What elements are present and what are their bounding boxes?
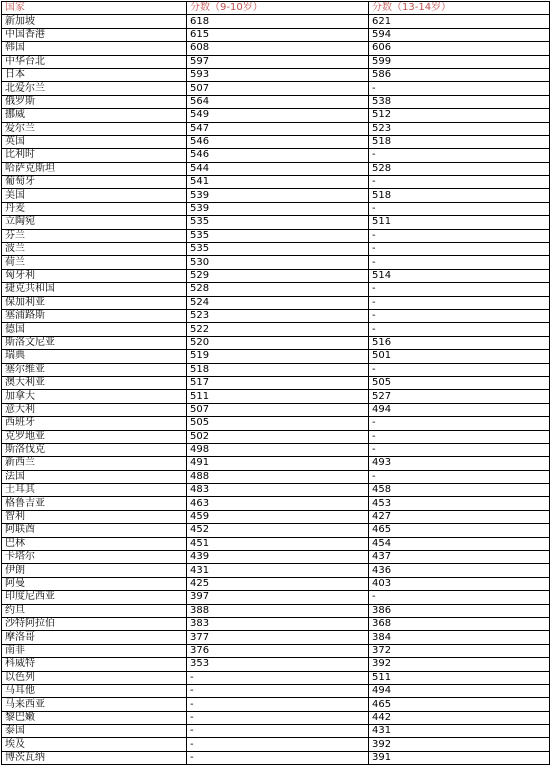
table-row [2, 202, 550, 215]
table-row [2, 336, 550, 349]
table-row [2, 725, 550, 738]
score-9-10-cell: 488 [187, 470, 369, 483]
country-cell: 格鲁吉亚 [2, 497, 187, 510]
country-cell: 瑞典 [2, 350, 187, 363]
country-cell: 荷兰 [2, 256, 187, 269]
score-13-14-cell: 505 [369, 376, 550, 389]
table-row [2, 122, 550, 135]
score-9-10-cell: - [187, 671, 369, 684]
table-row [2, 484, 550, 497]
score-9-10-cell: - [187, 738, 369, 751]
country-cell: 爱尔兰 [2, 122, 187, 135]
country-cell: 加拿大 [2, 390, 187, 403]
table-row [2, 617, 550, 630]
score-13-14-cell: 538 [369, 95, 550, 108]
score-13-14-cell: 501 [369, 350, 550, 363]
table-row [2, 403, 550, 416]
table-row [2, 524, 550, 537]
score-9-10-cell: 524 [187, 296, 369, 309]
country-cell: 中国香港 [2, 28, 187, 41]
table-row [2, 229, 550, 242]
country-cell: 阿联酋 [2, 524, 187, 537]
country-cell: 阿曼 [2, 577, 187, 590]
country-cell: 斯洛文尼亚 [2, 336, 187, 349]
score-9-10-cell: 451 [187, 537, 369, 550]
score-9-10-cell: 615 [187, 28, 369, 41]
country-cell: 巴林 [2, 537, 187, 550]
country-cell: 哈萨克斯坦 [2, 162, 187, 175]
score-9-10-cell: 522 [187, 323, 369, 336]
country-cell: 意大利 [2, 403, 187, 416]
country-cell: 马来西亚 [2, 698, 187, 711]
score-13-14-cell: 392 [369, 738, 550, 751]
country-cell: 新加坡 [2, 15, 187, 28]
country-cell: 马耳他 [2, 684, 187, 697]
score-9-10-cell: 535 [187, 216, 369, 229]
score-9-10-cell: - [187, 725, 369, 738]
header-score-9-10: 分数（9-10岁） [187, 2, 369, 15]
header-row [2, 2, 550, 15]
score-9-10-cell: 459 [187, 510, 369, 523]
score-13-14-cell: 465 [369, 524, 550, 537]
score-9-10-cell: - [187, 711, 369, 724]
country-cell: 科威特 [2, 658, 187, 671]
score-9-10-cell: 539 [187, 189, 369, 202]
score-9-10-cell: 353 [187, 658, 369, 671]
country-cell: 法国 [2, 470, 187, 483]
score-9-10-cell: 539 [187, 202, 369, 215]
table-row [2, 658, 550, 671]
country-cell: 克罗地亚 [2, 430, 187, 443]
table-row [2, 711, 550, 724]
score-13-14-cell: 454 [369, 537, 550, 550]
country-cell: 约旦 [2, 604, 187, 617]
country-cell: 智利 [2, 510, 187, 523]
score-13-14-cell: - [369, 430, 550, 443]
table-row [2, 296, 550, 309]
country-cell: 比利时 [2, 149, 187, 162]
table-row [2, 283, 550, 296]
score-9-10-cell: 498 [187, 443, 369, 456]
country-cell: 以色列 [2, 671, 187, 684]
score-13-14-cell: 586 [369, 68, 550, 81]
score-13-14-cell: 514 [369, 269, 550, 282]
score-9-10-cell: 608 [187, 42, 369, 55]
table-row [2, 537, 550, 550]
table-row [2, 417, 550, 430]
table-row [2, 55, 550, 68]
score-13-14-cell: - [369, 443, 550, 456]
score-9-10-cell: 597 [187, 55, 369, 68]
score-9-10-cell: 397 [187, 591, 369, 604]
score-9-10-cell: 544 [187, 162, 369, 175]
table-row [2, 457, 550, 470]
country-cell: 北爱尔兰 [2, 82, 187, 95]
score-13-14-cell: - [369, 82, 550, 95]
country-cell: 澳大利亚 [2, 376, 187, 389]
country-cell: 伊朗 [2, 564, 187, 577]
score-13-14-cell: - [369, 283, 550, 296]
table-row [2, 631, 550, 644]
table-row [2, 256, 550, 269]
table-row [2, 243, 550, 256]
score-13-14-cell: 431 [369, 725, 550, 738]
score-13-14-cell: 494 [369, 684, 550, 697]
score-9-10-cell: 564 [187, 95, 369, 108]
country-cell: 美国 [2, 189, 187, 202]
score-9-10-cell: 505 [187, 417, 369, 430]
table-row [2, 189, 550, 202]
score-13-14-cell: 427 [369, 510, 550, 523]
score-13-14-cell: 518 [369, 135, 550, 148]
score-9-10-cell: 528 [187, 283, 369, 296]
score-13-14-cell: - [369, 309, 550, 322]
table-row [2, 216, 550, 229]
table-row [2, 470, 550, 483]
country-cell: 塞尔维亚 [2, 363, 187, 376]
table-row [2, 698, 550, 711]
country-cell: 新西兰 [2, 457, 187, 470]
score-9-10-cell: 431 [187, 564, 369, 577]
table-row [2, 176, 550, 189]
country-cell: 沙特阿拉伯 [2, 617, 187, 630]
country-cell: 南非 [2, 644, 187, 657]
table-row [2, 149, 550, 162]
score-13-14-cell: 511 [369, 671, 550, 684]
score-13-14-cell: - [369, 149, 550, 162]
score-9-10-cell: 535 [187, 243, 369, 256]
score-9-10-cell: - [187, 684, 369, 697]
score-9-10-cell: 483 [187, 484, 369, 497]
table-row [2, 390, 550, 403]
table-row [2, 363, 550, 376]
table-row [2, 109, 550, 122]
country-cell: 波兰 [2, 243, 187, 256]
country-cell: 印度尼西亚 [2, 591, 187, 604]
score-13-14-cell: 528 [369, 162, 550, 175]
country-cell: 俄罗斯 [2, 95, 187, 108]
table-row [2, 135, 550, 148]
country-cell: 日本 [2, 68, 187, 81]
country-cell: 立陶宛 [2, 216, 187, 229]
score-13-14-cell: 594 [369, 28, 550, 41]
score-13-14-cell: 458 [369, 484, 550, 497]
table-row [2, 323, 550, 336]
country-cell: 黎巴嫩 [2, 711, 187, 724]
header-score-13-14: 分数（13-14岁） [369, 2, 550, 15]
score-9-10-cell: 463 [187, 497, 369, 510]
score-9-10-cell: 507 [187, 82, 369, 95]
table-row [2, 82, 550, 95]
table-row [2, 671, 550, 684]
table-row [2, 577, 550, 590]
score-13-14-cell: 511 [369, 216, 550, 229]
score-13-14-cell: - [369, 417, 550, 430]
table-row [2, 564, 550, 577]
score-13-14-cell: 494 [369, 403, 550, 416]
score-13-14-cell: 391 [369, 751, 550, 764]
score-13-14-cell: - [369, 176, 550, 189]
score-9-10-cell: 511 [187, 390, 369, 403]
score-13-14-cell: - [369, 229, 550, 242]
score-13-14-cell: - [369, 470, 550, 483]
table-row [2, 309, 550, 322]
country-cell: 中华台北 [2, 55, 187, 68]
country-cell: 丹麦 [2, 202, 187, 215]
score-9-10-cell: 383 [187, 617, 369, 630]
score-13-14-cell: 606 [369, 42, 550, 55]
score-9-10-cell: 388 [187, 604, 369, 617]
country-cell: 挪威 [2, 109, 187, 122]
country-cell: 土耳其 [2, 484, 187, 497]
score-13-14-cell: 518 [369, 189, 550, 202]
table-row [2, 751, 550, 764]
score-13-14-cell: 368 [369, 617, 550, 630]
score-9-10-cell: 546 [187, 135, 369, 148]
score-13-14-cell: 493 [369, 457, 550, 470]
score-9-10-cell: 452 [187, 524, 369, 537]
score-9-10-cell: 529 [187, 269, 369, 282]
score-9-10-cell: 618 [187, 15, 369, 28]
country-cell: 英国 [2, 135, 187, 148]
score-9-10-cell: 377 [187, 631, 369, 644]
score-13-14-cell: - [369, 323, 550, 336]
country-cell: 博茨瓦纳 [2, 751, 187, 764]
score-9-10-cell: 517 [187, 376, 369, 389]
table-row [2, 269, 550, 282]
score-13-14-cell: 403 [369, 577, 550, 590]
table-row [2, 430, 550, 443]
table-row [2, 350, 550, 363]
country-cell: 西班牙 [2, 417, 187, 430]
score-13-14-cell: 442 [369, 711, 550, 724]
score-9-10-cell: 518 [187, 363, 369, 376]
score-9-10-cell: 425 [187, 577, 369, 590]
country-cell: 埃及 [2, 738, 187, 751]
score-13-14-cell: 465 [369, 698, 550, 711]
country-cell: 韩国 [2, 42, 187, 55]
table-row [2, 28, 550, 41]
scores-table [1, 1, 550, 765]
score-13-14-cell: 384 [369, 631, 550, 644]
score-9-10-cell: 523 [187, 309, 369, 322]
score-9-10-cell: - [187, 698, 369, 711]
table-row [2, 497, 550, 510]
score-9-10-cell: 546 [187, 149, 369, 162]
score-9-10-cell: 491 [187, 457, 369, 470]
score-13-14-cell: 372 [369, 644, 550, 657]
score-13-14-cell: 527 [369, 390, 550, 403]
score-13-14-cell: - [369, 591, 550, 604]
score-13-14-cell: 392 [369, 658, 550, 671]
table-row [2, 15, 550, 28]
score-13-14-cell: 523 [369, 122, 550, 135]
score-9-10-cell: 507 [187, 403, 369, 416]
score-9-10-cell: 530 [187, 256, 369, 269]
score-13-14-cell: 621 [369, 15, 550, 28]
score-9-10-cell: 439 [187, 551, 369, 564]
score-13-14-cell: - [369, 256, 550, 269]
table-row [2, 443, 550, 456]
table-row [2, 42, 550, 55]
score-9-10-cell: 520 [187, 336, 369, 349]
country-cell: 葡萄牙 [2, 176, 187, 189]
score-9-10-cell: 547 [187, 122, 369, 135]
score-9-10-cell: 549 [187, 109, 369, 122]
score-9-10-cell: 593 [187, 68, 369, 81]
score-13-14-cell: - [369, 202, 550, 215]
score-13-14-cell: 516 [369, 336, 550, 349]
country-cell: 塞浦路斯 [2, 309, 187, 322]
score-13-14-cell: 599 [369, 55, 550, 68]
table-body [2, 15, 550, 765]
score-9-10-cell: 519 [187, 350, 369, 363]
table-row [2, 591, 550, 604]
table-row [2, 551, 550, 564]
score-9-10-cell: 376 [187, 644, 369, 657]
table-row [2, 644, 550, 657]
score-13-14-cell: - [369, 296, 550, 309]
table-row [2, 162, 550, 175]
table-row [2, 376, 550, 389]
table-row [2, 95, 550, 108]
score-13-14-cell: 512 [369, 109, 550, 122]
table-row [2, 738, 550, 751]
score-13-14-cell: 453 [369, 497, 550, 510]
table-row [2, 68, 550, 81]
score-13-14-cell: 437 [369, 551, 550, 564]
header-country: 国家 [2, 2, 187, 15]
score-9-10-cell: 502 [187, 430, 369, 443]
country-cell: 保加利亚 [2, 296, 187, 309]
score-9-10-cell: 535 [187, 229, 369, 242]
score-13-14-cell: 436 [369, 564, 550, 577]
country-cell: 德国 [2, 323, 187, 336]
country-cell: 摩洛哥 [2, 631, 187, 644]
table-row [2, 510, 550, 523]
country-cell: 卡塔尔 [2, 551, 187, 564]
score-13-14-cell: - [369, 363, 550, 376]
score-9-10-cell: - [187, 751, 369, 764]
score-13-14-cell: - [369, 243, 550, 256]
table-row [2, 604, 550, 617]
table-row [2, 684, 550, 697]
country-cell: 泰国 [2, 725, 187, 738]
country-cell: 匈牙利 [2, 269, 187, 282]
country-cell: 捷克共和国 [2, 283, 187, 296]
country-cell: 芬兰 [2, 229, 187, 242]
score-9-10-cell: 541 [187, 176, 369, 189]
score-13-14-cell: 386 [369, 604, 550, 617]
country-cell: 斯洛伐克 [2, 443, 187, 456]
